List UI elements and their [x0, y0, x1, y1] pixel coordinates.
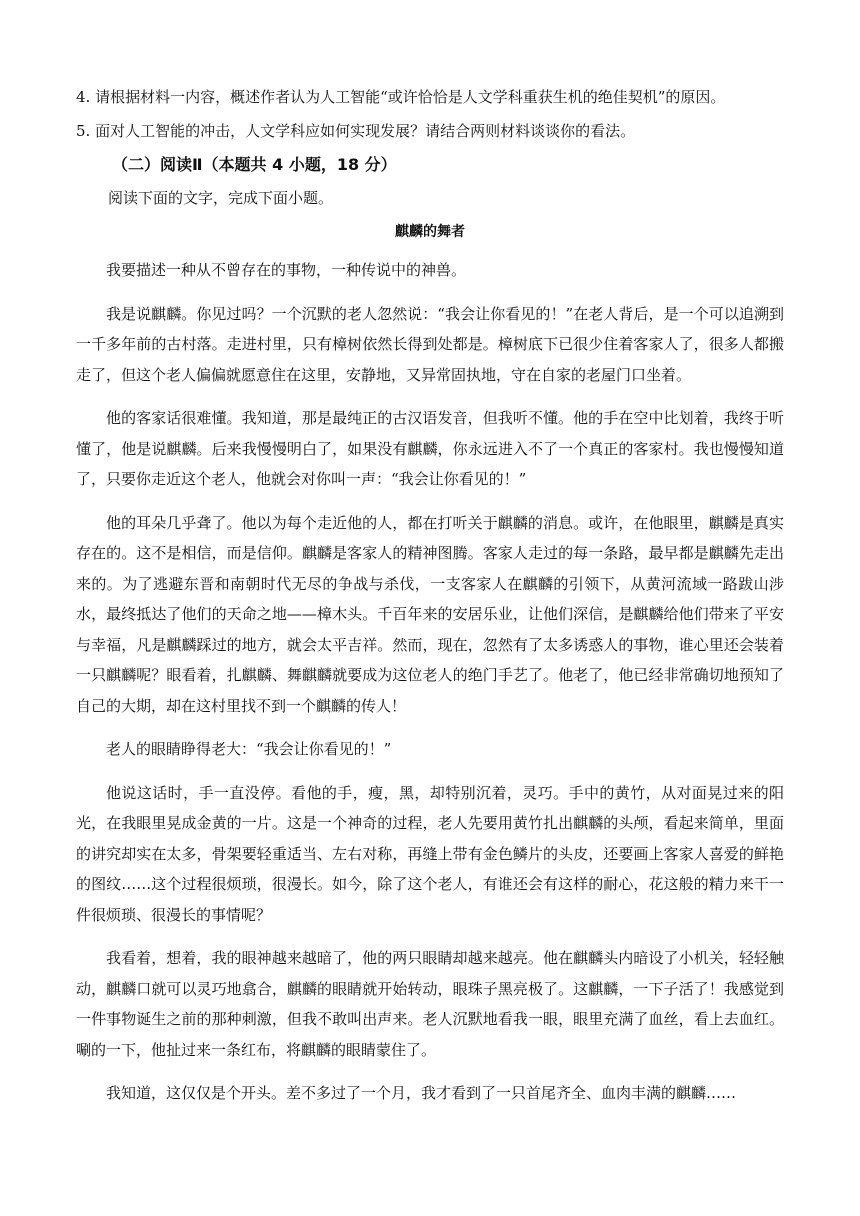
article-paragraph: 老人的眼睛睁得老大：“我会让你看见的！”	[106, 740, 392, 758]
article-body	[76, 255, 784, 1122]
question-5: 5. 面对人工智能的冲击，人文学科应如何实现发展？请结合两则材料谈谈你的看法。	[76, 122, 636, 140]
reading-instruction: 阅读下面的文字，完成下面小题。	[108, 189, 334, 207]
section-heading: （二）阅读Ⅱ（本题共 4 小题，18 分）	[112, 155, 397, 174]
question-4: 4. 请根据材料一内容，概述作者认为人工智能“或许恰恰是人文学科重获生机的绝佳契机”的原因。	[76, 88, 726, 106]
article-paragraph: 他说这话时，手一直没停。看他的手，瘦，黑，却特别沉着，灵巧。手中的黄竹，从对面晃过来的阳光，在我眼里晃成金黄的一片。这是一个神奇的过程，老人先要用黄竹扎出麒麟的头颅，看起来简单，里面的讲究却实在太多，骨架要轻重适当、左右对称，再缝上带有金色鳞片的头皮，还要画上客家人喜爱的鲜艳的图纹……这个过程很烦琐，很漫长。如今，除了这个老人，有谁还会有这样的耐心，花这般的精力来干一件很烦琐、很漫长的事情呢？	[76, 783, 784, 924]
article-title: 麒麟的舞者	[395, 224, 465, 240]
article-paragraph: 我知道，这仅仅是个开头。差不多过了一个月，我才看到了一只首尾齐全、血肉丰满的麒麟……	[106, 1084, 737, 1102]
article-paragraph: 他的耳朵几乎聋了。他以为每个走近他的人，都在打听关于麒麟的消息。或许，在他眼里，麒麟是真实存在的。这不是相信，而是信仰。麒麟是客家人的精神图腾。客家人走过的每一条路，最早都是麒麟先走出来的。为了逃避东晋和南朝时代无尽的争战与杀伐，一支客家人在麒麟的引领下，从黄河流域一路跋山涉水，最终抵达了他们的天命之地——樟木头。千百年来的安居乐业，让他们深信，是麒麟给他们带来了平安与幸福，凡是麒麟踩过的地方，就会太平吉祥。然而，现在，忽然有了太多诱惑人的事物，谁心里还会装着一只麒麟呢？眼看着，扎麒麟、舞麒麟就要成为这位老人的绝门手艺了。他老了，他已经非常确切地预知了自己的大期，却在这村里找不到一个麒麟的传人！	[76, 513, 784, 715]
article-paragraph: 他的客家话很难懂。我知道，那是最纯正的古汉语发音，但我听不懂。他的手在空中比划着，我终于听懂了，他是说麒麟。后来我慢慢明白了，如果没有麒麟，你永远进入不了一个真正的客家村。我也慢慢知道了，只要你走近这个老人，他就会对你叫一声：“我会让你看见的！”	[76, 409, 784, 488]
article-paragraph: 我看着，想着，我的眼神越来越暗了，他的两只眼睛却越来越亮。他在麒麟头内暗设了小机关，轻轻触动，麒麟口就可以灵巧地翕合，麒麟的眼睛就开始转动，眼珠子黑亮极了。这麒麟，一下子活了！我感觉到一件事物诞生之前的那种刺激，但我不敢叫出声来。老人沉默地看我一眼，眼里充满了血丝，看上去血红。唰的一下，他扯过来一条红布，将麒麟的眼睛蒙住了。	[76, 949, 784, 1059]
article-paragraph: 我是说麒麟。你见过吗？一个沉默的老人忽然说：“我会让你看见的！”在老人背后，是一个可以追溯到一千多年前的古村落。走进村里，只有樟树依然长得到处都是。樟树底下已很少住着客家人了，很多人都搬走了，但这个老人偏偏就愿意住在这里，安静地，又异常固执地，守在自家的老屋门口坐着。	[76, 304, 784, 384]
article-paragraph: 我要描述一种从不曾存在的事物，一种传说中的神兽。	[106, 261, 467, 279]
